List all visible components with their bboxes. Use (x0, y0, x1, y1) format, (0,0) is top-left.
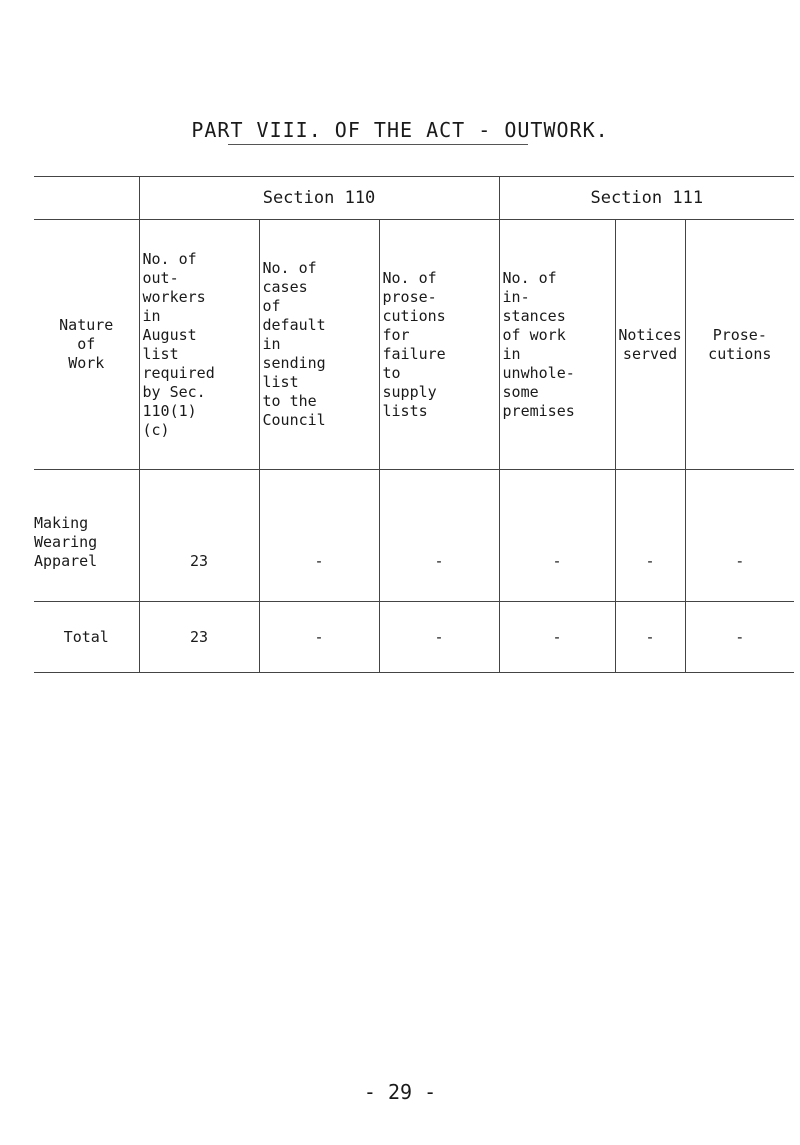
outwork-table (34, 176, 794, 673)
header-default-cases (259, 220, 379, 470)
total-default-cases: - (259, 602, 379, 673)
row-prosecutions-failure: - (379, 470, 499, 602)
row-outworkers: 23 (139, 470, 259, 602)
column-header-row (34, 220, 794, 470)
group-header-section-110: Section 110 (139, 177, 499, 220)
header-nature-of-work (34, 220, 139, 470)
row-nature-of-work: Making Wearing Apparel (34, 470, 139, 602)
total-label: Total (34, 602, 139, 673)
header-default-cases-label: No. of cases of default in sending list to the Council (262, 259, 326, 429)
group-header-section-111: Section 111 (499, 177, 794, 220)
page-title: PART VIII. OF THE ACT - OUTWORK. (191, 118, 609, 142)
header-notices-served (615, 220, 685, 470)
total-unwholesome-premises: - (499, 602, 615, 673)
total-prosecutions-failure: - (379, 602, 499, 673)
header-outworkers (139, 220, 259, 470)
group-header-row (34, 177, 794, 220)
group-header-blank (34, 177, 139, 220)
table-row (34, 470, 794, 602)
header-notices-served-label: Notices served (618, 325, 682, 363)
row-unwholesome-premises: - (499, 470, 615, 602)
header-prosecutions-111 (685, 220, 794, 470)
total-notices-served: - (615, 602, 685, 673)
page-number: - 29 - (363, 1080, 437, 1104)
row-default-cases: - (259, 470, 379, 602)
header-prosecutions-failure (379, 220, 499, 470)
title-underline (228, 144, 528, 145)
total-prosecutions-111: - (685, 602, 794, 673)
header-prosecutions-failure-label: No. of prose- cutions for failure to supply lists (382, 268, 446, 420)
row-notices-served: - (615, 470, 685, 602)
header-nature-of-work-label: Nature of Work (59, 316, 114, 372)
header-unwholesome-premises (499, 220, 615, 470)
header-outworkers-label: No. of out- workers in August list required by Sec. 110(1) (c) (142, 249, 215, 439)
header-unwholesome-premises-label: No. of in- stances of work in unwhole- some premises (502, 268, 575, 420)
total-row (34, 602, 794, 673)
header-prosecutions-111-label: Prose- cutions (708, 325, 772, 363)
total-outworkers: 23 (139, 602, 259, 673)
row-prosecutions-111: - (685, 470, 794, 602)
